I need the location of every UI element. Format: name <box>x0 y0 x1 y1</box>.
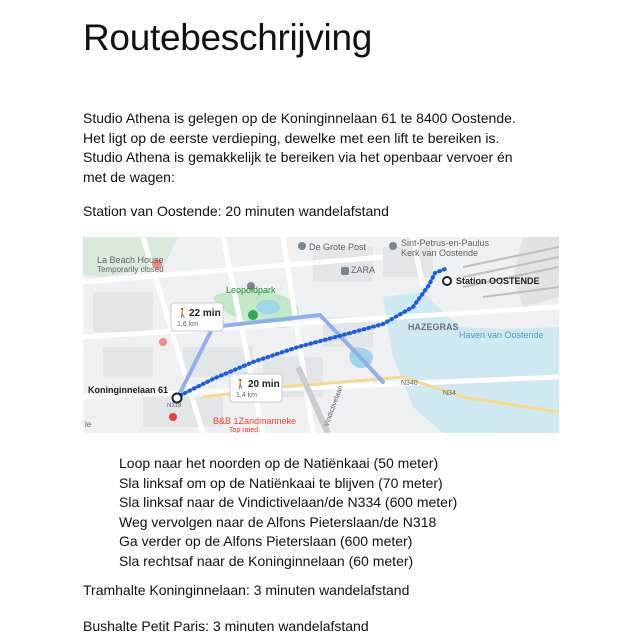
route-step: Sla linksaf om op de Natiënkaai te blijven (70 meter) <box>119 474 443 491</box>
route-alt-time: 22 min <box>189 308 221 319</box>
route-map[interactable] <box>83 237 559 433</box>
label-haven: Haven van Oostende <box>459 330 544 340</box>
label-zara: ZARA <box>351 265 376 275</box>
park-pond <box>256 300 280 314</box>
route-main-callout <box>230 374 282 402</box>
label-leopoldpark: Leopoldpark <box>226 285 276 295</box>
label-beach-house: La Beach House <box>97 255 164 265</box>
route-main-distance: 1,4 km <box>236 392 258 399</box>
intro-line: Studio Athena is gemakkelijk te bereiken via het openbaar vervoer én <box>83 149 513 165</box>
route-step: Sla linksaf naar de Vindictivelaan/de N334 (600 meter) <box>119 494 458 510</box>
walk-icon: 🚶 <box>177 308 189 318</box>
label-n34: N34 <box>443 390 456 397</box>
route-alt-distance: 1,6 km <box>177 321 199 328</box>
label-bnb: B&B 1Zandmanneke <box>213 416 297 426</box>
intro-paragraph <box>83 109 563 187</box>
origin-marker <box>173 394 182 403</box>
intro-line: met de wagen: <box>83 168 175 185</box>
page-title: Routebeschrijving <box>83 17 373 58</box>
route-step: Loop naar het noorden op de Natiënkaai (50 meter) <box>119 455 439 471</box>
station-heading: Station van Oostende: 20 minuten wandelafstand <box>83 203 389 219</box>
label-top-rated: Top rated <box>229 427 259 433</box>
route-main-time: 20 min <box>248 379 280 390</box>
intro-line: Studio Athena is gelegen op de Koninginnelaan 61 te 8400 Oostende. <box>83 110 516 126</box>
label-hazegras: HAZEGRAS <box>408 322 459 332</box>
label-n318: N318 <box>167 403 182 409</box>
label-koninginnelaan: Koninginnelaan 61 <box>88 385 169 395</box>
route-step: Weg vervolgen naar de Alfons Pieterslaan/de N318 <box>119 513 437 530</box>
label-sint-petrus-2: Kerk van Oostende <box>401 248 479 258</box>
bus-stop-info: Bushalte Petit Paris: 3 minuten wandelafstand <box>83 618 369 634</box>
route-step: Sla rechtsaf naar de Koninginnelaan (60 meter) <box>119 552 414 569</box>
tram-stop-info: Tramhalte Koninginnelaan: 3 minuten wandelafstand <box>83 582 410 598</box>
label-station: Station OOSTENDE <box>456 276 540 286</box>
route-alt-callout <box>171 303 223 331</box>
label-le: le <box>85 420 92 429</box>
label-n340: N340 <box>401 380 418 387</box>
destination-marker <box>443 277 451 285</box>
map-canvas <box>83 237 559 433</box>
label-sint-petrus: Sint-Petrus-en-Paulus <box>401 238 490 248</box>
route-steps <box>119 454 457 571</box>
intro-line: Het ligt op de eerste verdieping, dewelke met een lift te bereiken is. <box>83 129 500 146</box>
route-step: Ga verder op de Alfons Pieterslaan (600 meter) <box>119 533 413 549</box>
label-de-grote-post: De Grote Post <box>309 242 367 252</box>
label-vindictive: Vindictivelaan <box>323 384 345 428</box>
walk-icon: 🚶 <box>235 379 247 389</box>
label-temp-closed: Temporarily closed <box>97 265 164 274</box>
